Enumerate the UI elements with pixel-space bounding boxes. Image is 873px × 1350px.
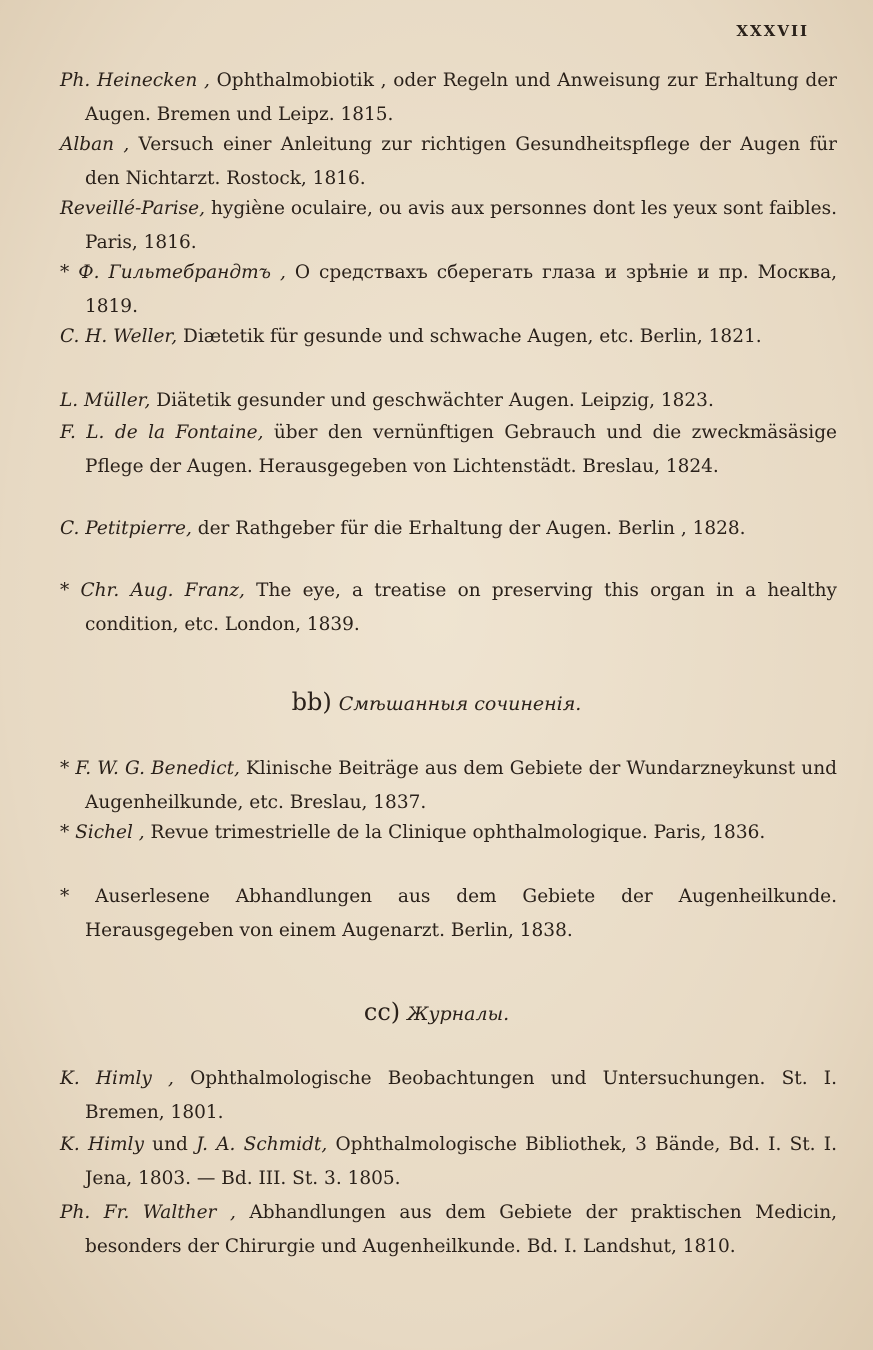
bibliography-entry [60, 752, 837, 820]
bibliography-entry [60, 1062, 837, 1130]
entry-text: * Auserlesene Abhandlungen aus dem Gebiete der Augenheilkunde. Herausgegeben von einem Augenarzt. Berlin, 1838. [60, 886, 837, 941]
entry-text: Diätetik gesunder und geschwächter Augen. Leipzig, 1823. [156, 390, 714, 411]
entry-author: Alban , [60, 134, 130, 155]
entry-text: The eye, a treatise on preserving this organ in a healthy condition, etc. London, 1839. [85, 580, 837, 635]
section-heading-cc [0, 998, 873, 1026]
bibliography-entry [60, 384, 837, 418]
entry-author: K. Himly [60, 1134, 144, 1155]
bibliography-entry [60, 574, 837, 642]
entry-text: О средствахъ сберегать глаза и зрѣніе и пр. Москва, 1819. [85, 262, 837, 317]
entry-author: K. Himly , [60, 1068, 174, 1089]
section-letters: bb) [291, 688, 332, 716]
bibliography-entry [60, 880, 837, 948]
bibliography-entry [60, 816, 837, 850]
entry-author-second: J. A. Schmidt, [196, 1134, 328, 1155]
entry-text: Ophthalmobiotik , oder Regeln und Anweisung zur Erhaltung der Augen. Bremen und Leipz. 1815. [85, 70, 838, 125]
bibliography-entry [60, 512, 837, 546]
entry-author: Reveillé-Parise, [60, 198, 205, 219]
bibliography-entry [60, 1196, 837, 1264]
entry-author: C. Petitpierre, [60, 518, 192, 539]
entry-author: L. Müller, [60, 390, 151, 411]
bibliography-entry [60, 256, 837, 324]
bibliography-entry [60, 1128, 837, 1196]
entry-text: Diætetik für gesunde und schwache Augen, etc. Berlin, 1821. [182, 326, 762, 347]
entry-author: * Sichel , [60, 822, 145, 843]
entry-text: Versuch einer Anleitung zur richtigen Gesundheitspflege der Augen für den Nichtarzt. Rostock, 1816. [85, 134, 838, 189]
entry-author: Ph. Fr. Walther , [60, 1202, 236, 1223]
entry-author: F. L. de la Fontaine, [60, 422, 264, 443]
entry-text: Ophthalmologische Beobachtungen und Untersuchungen. St. I. Bremen, 1801. [85, 1068, 837, 1123]
entry-author: Ph. Heinecken , [60, 70, 210, 91]
entry-author: * Chr. Aug. Franz, [60, 580, 245, 601]
bibliography-entry [60, 192, 837, 260]
entry-text: der Rathgeber für die Erhaltung der Augen. Berlin , 1828. [197, 518, 746, 539]
entry-conjunction: und [152, 1134, 188, 1155]
page-number: XXXVII [736, 22, 809, 40]
entry-author: * Ф. Гильтебрандтъ , [60, 262, 286, 283]
bibliography-entry [60, 128, 837, 196]
entry-text: Abhandlungen aus dem Gebiete der praktischen Medicin, besonders der Chirurgie und Augenheilkunde. Bd. I. Landshut, 1810. [85, 1202, 837, 1257]
entry-author: C. H. Weller, [60, 326, 178, 347]
section-letters: cc) [363, 998, 401, 1026]
bibliography-entry [60, 416, 837, 484]
entry-text: hygiène oculaire, ou avis aux personnes dont les yeux sont faibles. Paris, 1816. [85, 198, 837, 253]
entry-text: Revue trimestrielle de la Clinique ophthalmologique. Paris, 1836. [150, 822, 766, 843]
bibliography-entry [60, 64, 837, 132]
section-title: Журналы. [407, 1003, 510, 1025]
bibliography-entry [60, 320, 837, 354]
entry-text: Ophthalmologische Bibliothek, 3 Bände, Bd. I. St. I. Jena, 1803. — Bd. III. St. 3. 1805. [85, 1134, 837, 1189]
section-heading-bb [0, 688, 873, 716]
section-title: Смѣшанныя сочиненія. [338, 693, 582, 715]
entry-author: * F. W. G. Benedict, [60, 758, 240, 779]
entry-text: Klinische Beiträge aus dem Gebiete der Wundarzneykunst und Augenheilkunde, etc. Breslau, 1837. [85, 758, 837, 813]
entry-text: über den vernünftigen Gebrauch und die zweckmäsäsige Pflege der Augen. Herausgegeben von Lichtenstädt. Breslau, 1824. [85, 422, 838, 477]
